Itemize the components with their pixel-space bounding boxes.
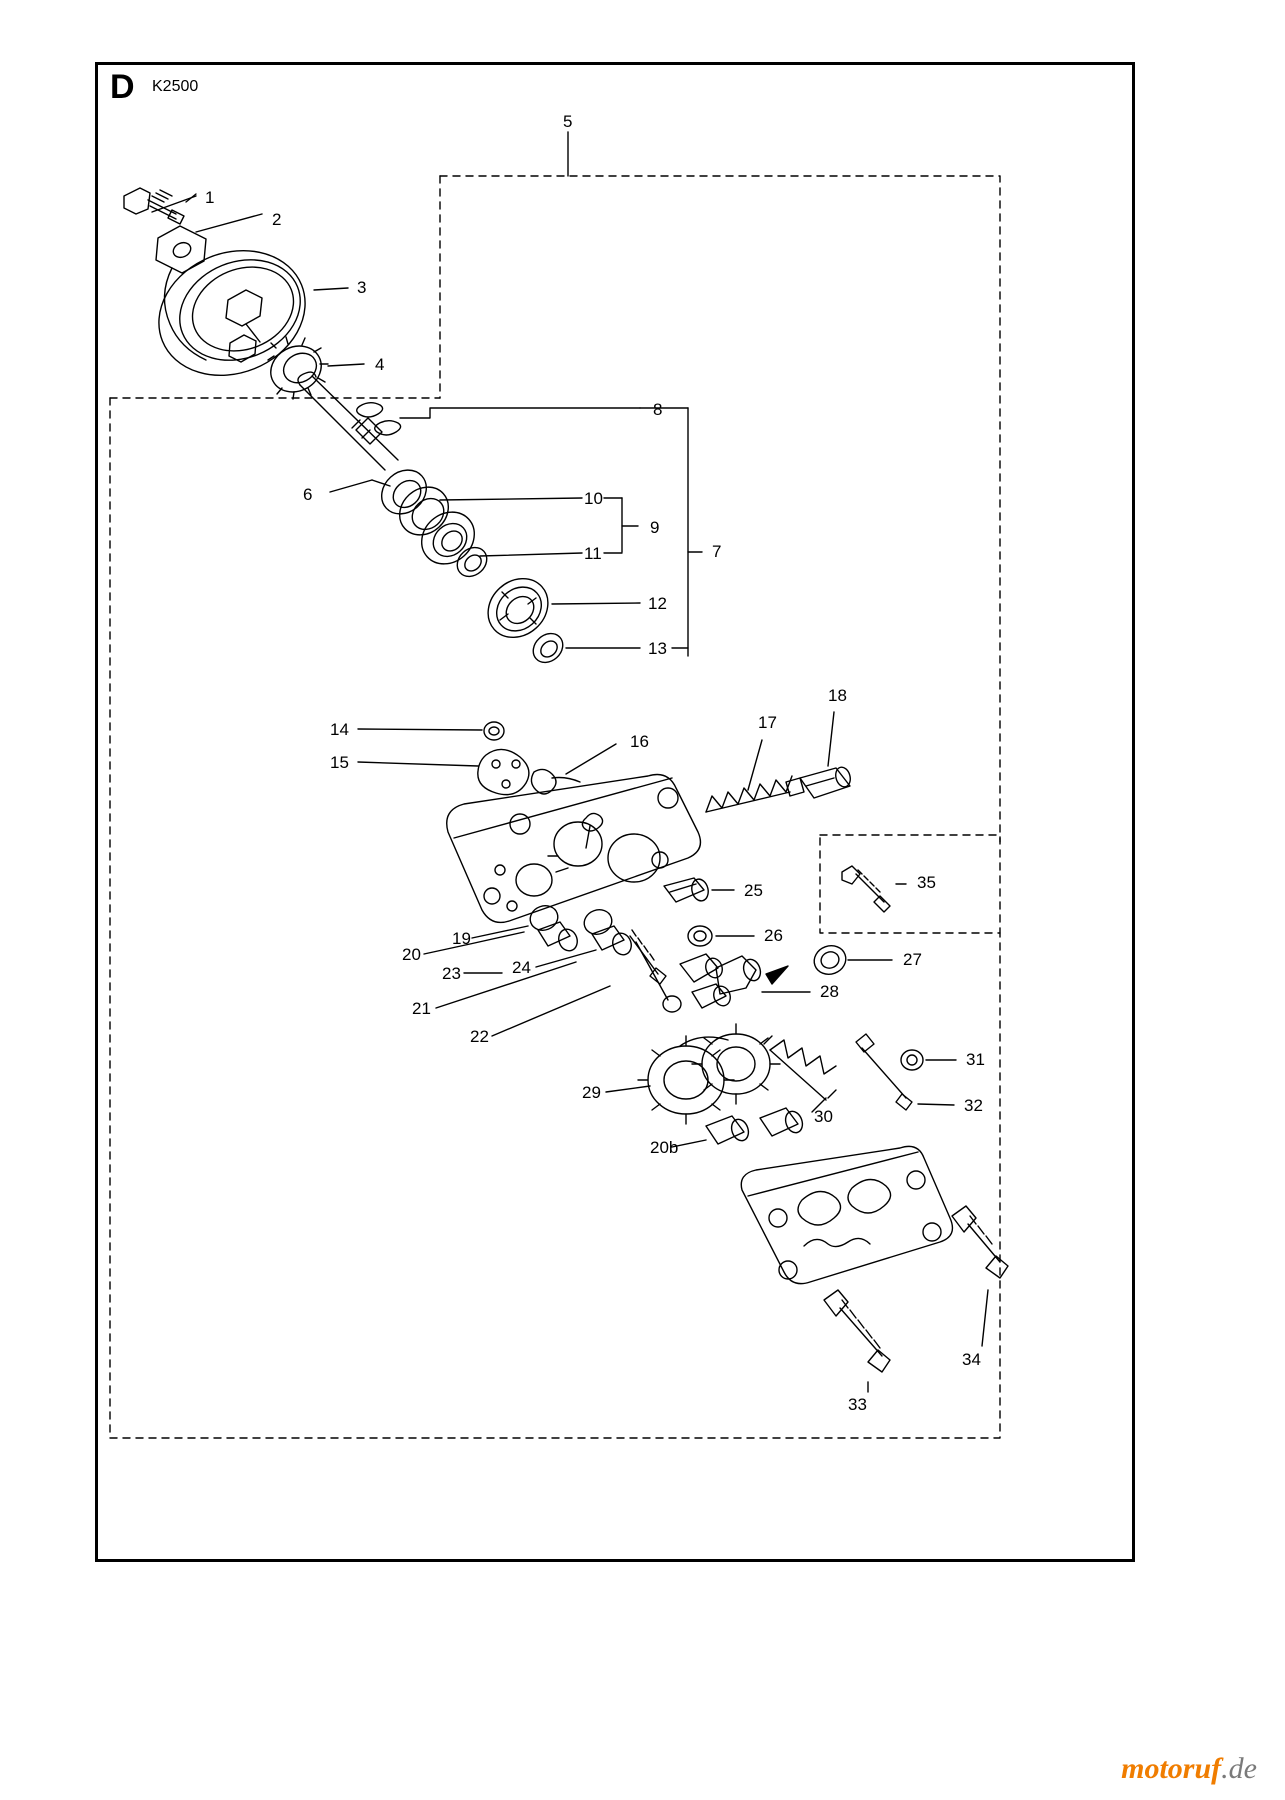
- callout-29: 29: [582, 1083, 601, 1102]
- callout-21: 21: [412, 999, 431, 1018]
- callout-35: 35: [917, 873, 936, 892]
- callout-23: 23: [442, 964, 461, 983]
- model-label: K2500: [152, 78, 199, 95]
- callout-30: 30: [814, 1107, 833, 1126]
- callout-6: 6: [303, 485, 313, 504]
- callout-12: 12: [648, 594, 667, 613]
- callout-3: 3: [357, 278, 367, 297]
- watermark-brand: motoruf: [1121, 1752, 1222, 1785]
- callout-8: 8: [653, 400, 663, 419]
- callout-10: 10: [584, 489, 603, 508]
- callout-33: 33: [848, 1395, 867, 1414]
- callout-9: 9: [650, 518, 660, 537]
- callout-4: 4: [375, 355, 385, 374]
- callout-24: 24: [512, 958, 531, 977]
- callout-5: 5: [563, 112, 573, 131]
- callout-11: 11: [584, 544, 602, 563]
- callout-7: 7: [712, 542, 722, 561]
- callout-20-lower: 20b: [650, 1138, 679, 1157]
- callout-34: 34: [962, 1350, 981, 1369]
- callout-27: 27: [903, 950, 922, 969]
- callout-31: 31: [966, 1050, 985, 1069]
- callout-25: 25: [744, 881, 763, 900]
- callout-28: 28: [820, 982, 839, 1001]
- callout-22: 22: [470, 1027, 489, 1046]
- callout-16: 16: [630, 732, 649, 751]
- watermark-tld: .de: [1221, 1752, 1257, 1785]
- callout-26: 26: [764, 926, 783, 945]
- callout-13: 13: [648, 639, 667, 658]
- callout-19: 19: [452, 929, 471, 948]
- callout-32: 32: [964, 1096, 983, 1115]
- callout-17: 17: [758, 713, 777, 732]
- watermark: [1121, 1752, 1257, 1786]
- callout-2: 2: [272, 210, 282, 229]
- section-letter: D: [110, 68, 135, 106]
- callout-20: 20: [402, 945, 421, 964]
- callout-15: 15: [330, 753, 349, 772]
- callout-18: 18: [828, 686, 847, 705]
- callout-14: 14: [330, 720, 349, 739]
- callout-1: 1: [205, 188, 215, 207]
